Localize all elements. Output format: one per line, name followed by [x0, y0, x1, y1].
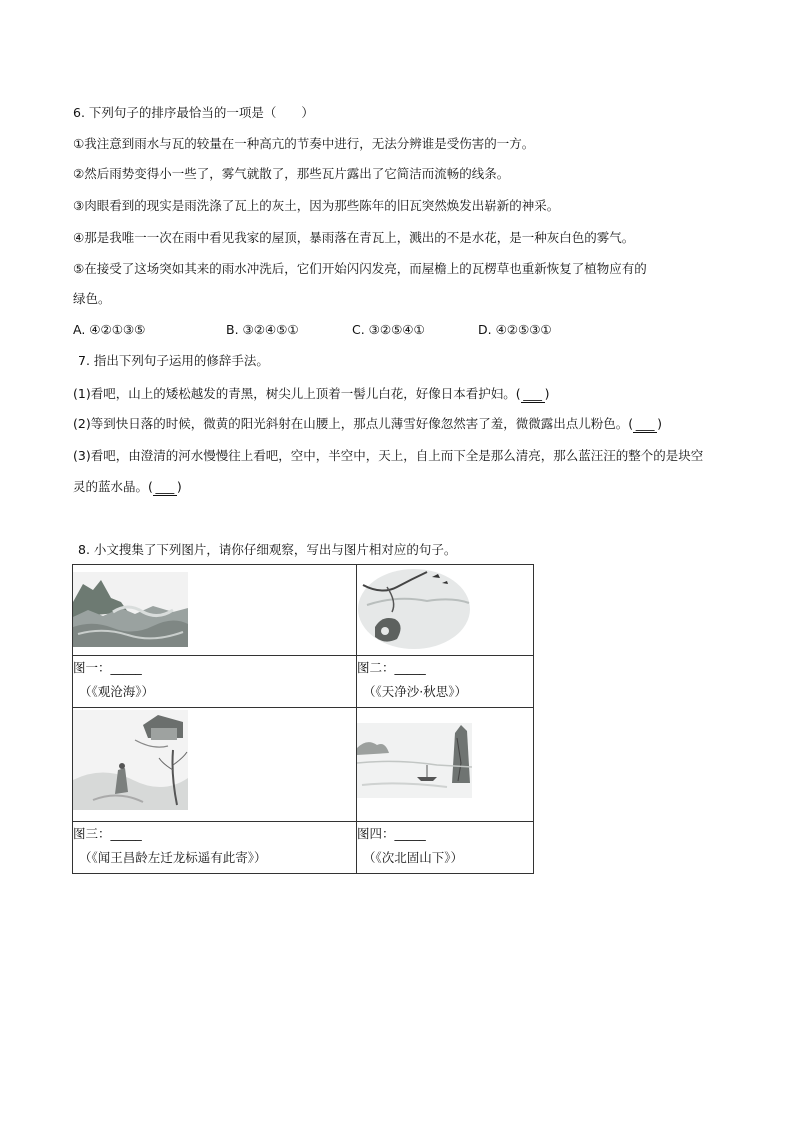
q6-sentence-4: ④那是我唯一一次在雨中看见我家的屋顶，暴雨落在青瓦上，溅出的不是水花，是一种灰白色的雾气。: [73, 230, 635, 245]
picture-3-answer-blank[interactable]: _____: [110, 826, 142, 841]
picture-1-caption: [73, 656, 357, 708]
picture-4-cell: [357, 708, 534, 822]
q6-sentence-5-line2: 绿色。: [73, 291, 111, 306]
picture-2-label: 图二：: [357, 660, 395, 675]
q8-picture-table: [72, 564, 534, 874]
farewell-picture: [73, 710, 188, 810]
q7-item-1: [73, 386, 549, 403]
picture-2-caption: [357, 656, 534, 708]
picture-1-cell: [73, 565, 357, 656]
picture-3-caption: [73, 822, 357, 874]
q7-stem: 7. 指出下列句子运用的修辞手法。: [78, 353, 269, 368]
picture-1-answer-blank[interactable]: _____: [110, 660, 142, 675]
q7-item-2-close: ): [657, 416, 662, 431]
q6-sentence-2: ②然后雨势变得小一些了，雾气就散了，那些瓦片露出了它简洁而流畅的线条。: [73, 166, 510, 181]
q7-item-3-line2: [73, 479, 182, 496]
q6-option-a[interactable]: A. ④②①③⑤: [73, 322, 146, 337]
q7-item-1-answer-blank[interactable]: ___: [521, 386, 545, 403]
q6-sentence-1: ①我注意到雨水与瓦的较量在一种高亢的节奏中进行，无法分辨谁是受伤害的一方。: [73, 136, 535, 151]
picture-3-cell: [73, 708, 357, 822]
q7-item-2: [73, 416, 662, 433]
q7-item-3-close: ): [176, 479, 182, 494]
picture-4-answer-blank[interactable]: _____: [394, 826, 426, 841]
q6-stem: 6. 下列句子的排序最恰当的一项是（ ）: [73, 105, 314, 120]
q6-option-d[interactable]: D. ④②⑤③①: [478, 322, 552, 337]
seascape-picture: [73, 572, 188, 647]
q7-item-2-text: (2)等到快日落的时候，微黄的阳光斜射在山腰上，那点儿薄雪好像忽然害了羞，微微露出点儿粉色。(: [73, 416, 634, 431]
q7-item-3-line1: (3)看吧，由澄清的河水慢慢往上看吧，空中，半空中，天上，自上而下全是那么清亮，那么蓝汪汪的整个的是块空: [73, 448, 704, 463]
q7-item-2-answer-blank[interactable]: ___: [633, 416, 657, 433]
picture-4-caption: [357, 822, 534, 874]
picture-3-title: （《闻王昌龄左迁龙标遥有此寄》）: [79, 850, 267, 865]
q6-option-b[interactable]: B. ③②④⑤①: [226, 322, 299, 337]
q6-sentence-5-line1: ⑤在接受了这场突如其来的雨水冲洗后，它们开始闪闪发亮，而屋檐上的瓦楞草也重新恢复了植物应有的: [73, 261, 647, 276]
q6-option-c[interactable]: C. ③②⑤④①: [352, 322, 425, 337]
q7-item-1-text: (1)看吧，山上的矮松越发的青黑，树尖儿上顶着一髻儿白花，好像日本看护妇。(: [73, 386, 521, 401]
q7-item-3-answer-blank[interactable]: ___: [153, 479, 177, 496]
picture-2-title: （《天净沙·秋思》）: [363, 684, 467, 699]
picture-4-title: （《次北固山下》）: [363, 850, 464, 865]
q6-sentence-3: ③肉眼看到的现实是雨洗涤了瓦上的灰土，因为那些陈年的旧瓦突然焕发出崭新的神采。: [73, 198, 560, 213]
picture-3-label: 图三：: [73, 826, 111, 841]
q7-item-3-text: 灵的蓝水晶。(: [73, 479, 153, 494]
picture-1-title: （《观沧海》）: [79, 684, 155, 699]
picture-2-answer-blank[interactable]: _____: [394, 660, 426, 675]
q8-stem: 8. 小文搜集了下列图片，请你仔细观察，写出与图片相对应的句子。: [78, 542, 457, 557]
picture-2-cell: [357, 565, 534, 656]
q7-item-1-close: ): [544, 386, 550, 401]
picture-4-label: 图四：: [357, 826, 395, 841]
autumn-thoughts-picture: [357, 567, 472, 652]
picture-1-label: 图一：: [73, 660, 111, 675]
beigu-mountain-picture: [357, 723, 472, 798]
